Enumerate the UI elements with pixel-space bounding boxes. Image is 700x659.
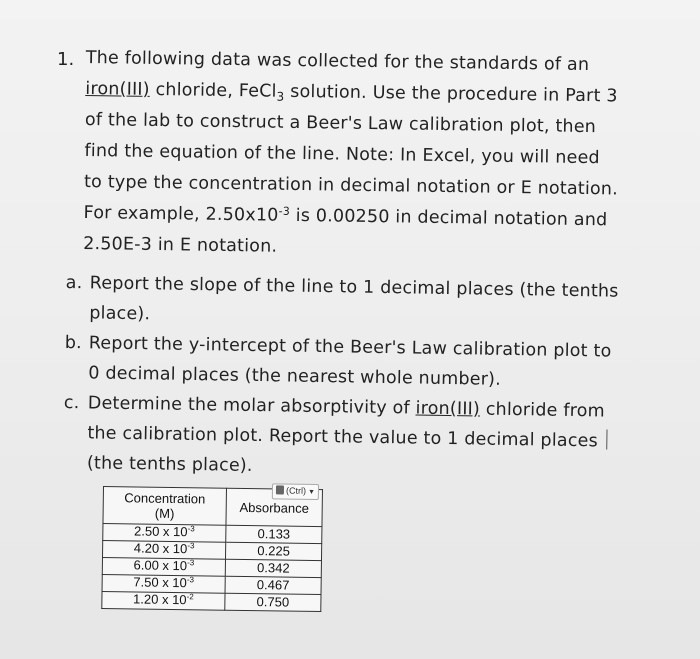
question-text bbox=[83, 43, 676, 268]
absorbance-cell: 0.467 bbox=[225, 576, 321, 594]
part-line: Report the y-intercept of the Beer's Law calibration plot to bbox=[88, 333, 612, 362]
header-concentration bbox=[103, 487, 227, 526]
question-line-text: chloride, FeCl bbox=[149, 79, 277, 102]
exponent: -2 bbox=[186, 592, 194, 602]
part-line-text: chloride from bbox=[479, 399, 606, 422]
cell-text: 2.50 x 10 bbox=[133, 523, 188, 540]
iron-iii-term: iron(III) bbox=[85, 78, 150, 100]
part-line: place). bbox=[89, 303, 151, 325]
clipboard-icon bbox=[276, 485, 284, 494]
part-label: a. bbox=[65, 272, 83, 294]
question-line-text: 2.50E-3 in E notation. bbox=[83, 233, 278, 257]
exponent: -3 bbox=[187, 558, 195, 568]
part-c bbox=[63, 388, 664, 487]
table-row bbox=[102, 591, 321, 611]
part-b bbox=[64, 328, 665, 397]
concentration-cell bbox=[103, 541, 226, 560]
question-line-text: find the equation of the line. Note: In Excel, you will need bbox=[84, 140, 600, 169]
concentration-cell bbox=[103, 524, 226, 543]
header-absorbance bbox=[226, 485, 323, 526]
part-line: Report the slope of the line to 1 decimal places (the tenths bbox=[89, 273, 619, 302]
iron-iii-term: iron(III) bbox=[415, 398, 481, 420]
part-line: (the tenths place). bbox=[86, 453, 253, 476]
question-line-text: solution. Use the procedure in Part 3 bbox=[284, 81, 618, 107]
exponent: -3 bbox=[187, 541, 195, 551]
part-label: c. bbox=[63, 392, 80, 414]
question-parts bbox=[63, 268, 666, 487]
absorbance-cell: 0.225 bbox=[225, 542, 321, 560]
chevron-down-icon: ▼ bbox=[307, 488, 315, 496]
part-a bbox=[65, 268, 666, 337]
concentration-cell bbox=[102, 591, 225, 610]
cell-text: 7.50 x 10 bbox=[133, 574, 187, 591]
exponent: -3 bbox=[186, 575, 195, 585]
absorbance-cell: 0.342 bbox=[225, 559, 321, 577]
paste-badge-label: (Ctrl) bbox=[285, 485, 307, 496]
text-cursor bbox=[606, 430, 607, 450]
part-line: 0 decimal places (the nearest whole number). bbox=[88, 363, 502, 390]
question-line-text: to type the concentration in decimal notation or E notation. bbox=[83, 171, 619, 200]
question-line-text: For example, 2.50x10 bbox=[83, 202, 279, 226]
part-line-text: the calibration plot. Report the value to 1 decimal places bbox=[87, 423, 599, 452]
concentration-cell bbox=[102, 574, 225, 593]
absorbance-cell: 0.133 bbox=[226, 525, 322, 543]
question-number: 1. bbox=[57, 49, 75, 70]
calibration-table-wrap bbox=[101, 486, 323, 612]
calibration-table bbox=[101, 486, 323, 612]
question-line-text: of the lab to construct a Beer's Law calibration plot, then bbox=[84, 109, 597, 138]
question-line-text: The following data was collected for the standards of an bbox=[85, 47, 590, 76]
subscript: 3 bbox=[276, 89, 285, 104]
cell-text: 1.20 x 10 bbox=[133, 591, 187, 608]
superscript: -3 bbox=[278, 204, 291, 218]
cell-text: 6.00 x 10 bbox=[133, 557, 188, 574]
header-text: Concentration (M) bbox=[124, 490, 206, 521]
question-line-text: is 0.00250 in decimal notation and bbox=[289, 205, 608, 231]
absorbance-cell: 0.750 bbox=[225, 593, 321, 611]
cell-text: 4.20 x 10 bbox=[133, 540, 188, 557]
paste-options-button[interactable] bbox=[272, 483, 319, 500]
concentration-cell bbox=[102, 558, 225, 577]
part-line-text: Determine the molar absorptivity of bbox=[87, 393, 416, 419]
header-text: Absorbance bbox=[239, 499, 310, 516]
part-label: b. bbox=[64, 332, 83, 354]
exponent: -3 bbox=[187, 524, 195, 534]
